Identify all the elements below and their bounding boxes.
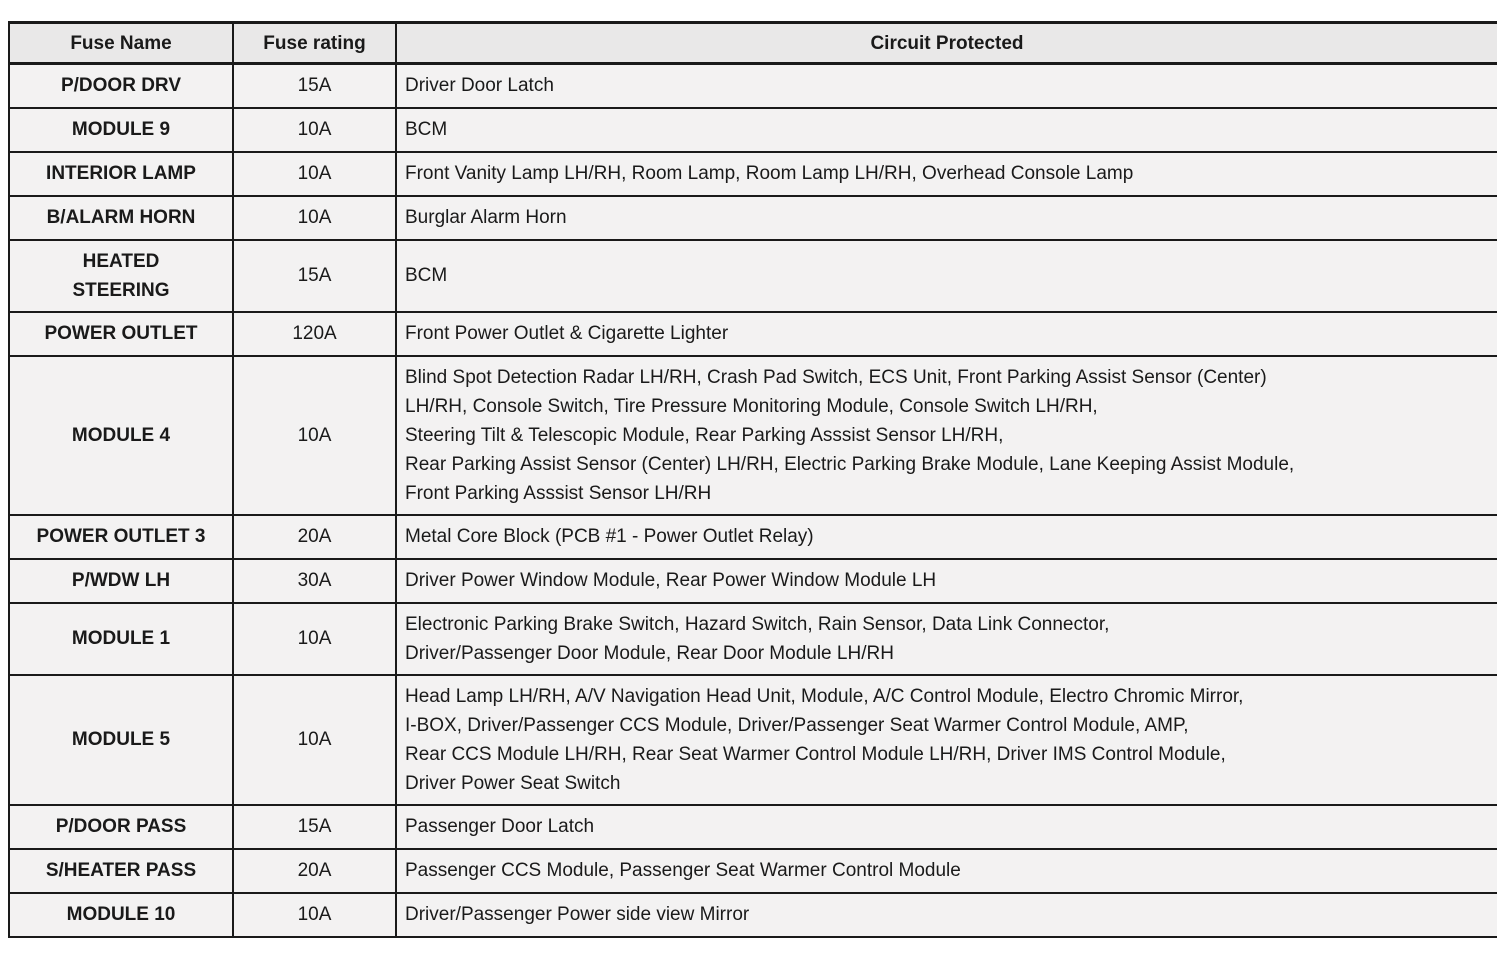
fuse-name-cell: P/WDW LH bbox=[9, 559, 233, 603]
fuse-rating-cell: 30A bbox=[233, 559, 396, 603]
column-header-fuse-rating: Fuse rating bbox=[233, 23, 396, 64]
circuit-protected-cell: Front Vanity Lamp LH/RH, Room Lamp, Room Lamp LH/RH, Overhead Console Lamp bbox=[396, 152, 1497, 196]
circuit-protected-cell: Burglar Alarm Horn bbox=[396, 196, 1497, 240]
circuit-protected-cell: Driver/Passenger Power side view Mirror bbox=[396, 893, 1497, 937]
fuse-rating-cell: 15A bbox=[233, 805, 396, 849]
circuit-protected-cell: BCM bbox=[396, 108, 1497, 152]
fuse-table-body bbox=[9, 64, 1497, 937]
table-row bbox=[9, 559, 1497, 603]
fuse-name-cell: MODULE 5 bbox=[9, 675, 233, 805]
table-row bbox=[9, 675, 1497, 805]
circuit-protected-cell: Blind Spot Detection Radar LH/RH, Crash Pad Switch, ECS Unit, Front Parking Assist Sensor (Center) LH/RH, Console Switch, Tire Pressure Monitoring Module, Console Switch LH/RH, Steering Tilt & Telescopic Module, Rear Parking Asssist Sensor LH/RH, Rear Parking Assist Sensor (Center) LH/RH, Electric Parking Brake Module, Lane Keeping Assist Module, Front Parking Asssist Sensor LH/RH bbox=[396, 356, 1497, 515]
circuit-protected-cell: BCM bbox=[396, 240, 1497, 312]
fuse-rating-cell: 10A bbox=[233, 108, 396, 152]
fuse-table-header bbox=[9, 23, 1497, 64]
fuse-rating-cell: 20A bbox=[233, 515, 396, 559]
header-row bbox=[9, 23, 1497, 64]
fuse-rating-cell: 15A bbox=[233, 64, 396, 108]
fuse-name-cell: S/HEATER PASS bbox=[9, 849, 233, 893]
circuit-protected-cell: Driver Door Latch bbox=[396, 64, 1497, 108]
circuit-protected-cell: Passenger Door Latch bbox=[396, 805, 1497, 849]
fuse-rating-cell: 10A bbox=[233, 196, 396, 240]
fuse-rating-cell: 10A bbox=[233, 603, 396, 675]
column-header-circuit-protected: Circuit Protected bbox=[396, 23, 1497, 64]
table-row bbox=[9, 64, 1497, 108]
fuse-name-cell: POWER OUTLET 3 bbox=[9, 515, 233, 559]
fuse-rating-cell: 10A bbox=[233, 675, 396, 805]
fuse-name-cell: P/DOOR PASS bbox=[9, 805, 233, 849]
fuse-name-cell: P/DOOR DRV bbox=[9, 64, 233, 108]
circuit-protected-cell: Front Power Outlet & Cigarette Lighter bbox=[396, 312, 1497, 356]
fuse-rating-cell: 10A bbox=[233, 893, 396, 937]
table-row bbox=[9, 240, 1497, 312]
table-row bbox=[9, 312, 1497, 356]
table-row bbox=[9, 196, 1497, 240]
circuit-protected-cell: Passenger CCS Module, Passenger Seat Warmer Control Module bbox=[396, 849, 1497, 893]
table-row bbox=[9, 603, 1497, 675]
fuse-name-cell: INTERIOR LAMP bbox=[9, 152, 233, 196]
fuse-name-cell: MODULE 4 bbox=[9, 356, 233, 515]
table-row bbox=[9, 152, 1497, 196]
column-header-fuse-name: Fuse Name bbox=[9, 23, 233, 64]
circuit-protected-cell: Metal Core Block (PCB #1 - Power Outlet Relay) bbox=[396, 515, 1497, 559]
fuse-name-cell: B/ALARM HORN bbox=[9, 196, 233, 240]
table-row bbox=[9, 805, 1497, 849]
fuse-name-cell: MODULE 9 bbox=[9, 108, 233, 152]
fuse-rating-cell: 15A bbox=[233, 240, 396, 312]
table-row bbox=[9, 108, 1497, 152]
fuse-rating-cell: 120A bbox=[233, 312, 396, 356]
fuse-name-cell: POWER OUTLET bbox=[9, 312, 233, 356]
fuse-rating-cell: 10A bbox=[233, 356, 396, 515]
fuse-rating-cell: 10A bbox=[233, 152, 396, 196]
table-row bbox=[9, 356, 1497, 515]
fuse-name-cell: MODULE 1 bbox=[9, 603, 233, 675]
table-row bbox=[9, 893, 1497, 937]
fuse-rating-cell: 20A bbox=[233, 849, 396, 893]
table-row bbox=[9, 849, 1497, 893]
fuse-name-cell: HEATED STEERING bbox=[9, 240, 233, 312]
fuse-table bbox=[8, 21, 1497, 938]
table-row bbox=[9, 515, 1497, 559]
circuit-protected-cell: Head Lamp LH/RH, A/V Navigation Head Unit, Module, A/C Control Module, Electro Chromic Mirror, I-BOX, Driver/Passenger CCS Module, Driver/Passenger Seat Warmer Control Module, AMP, Rear CCS Module LH/RH, Rear Seat Warmer Control Module LH/RH, Driver IMS Control Module, Driver Power Seat Switch bbox=[396, 675, 1497, 805]
circuit-protected-cell: Electronic Parking Brake Switch, Hazard Switch, Rain Sensor, Data Link Connector, Driver/Passenger Door Module, Rear Door Module LH/RH bbox=[396, 603, 1497, 675]
fuse-name-cell: MODULE 10 bbox=[9, 893, 233, 937]
circuit-protected-cell: Driver Power Window Module, Rear Power Window Module LH bbox=[396, 559, 1497, 603]
